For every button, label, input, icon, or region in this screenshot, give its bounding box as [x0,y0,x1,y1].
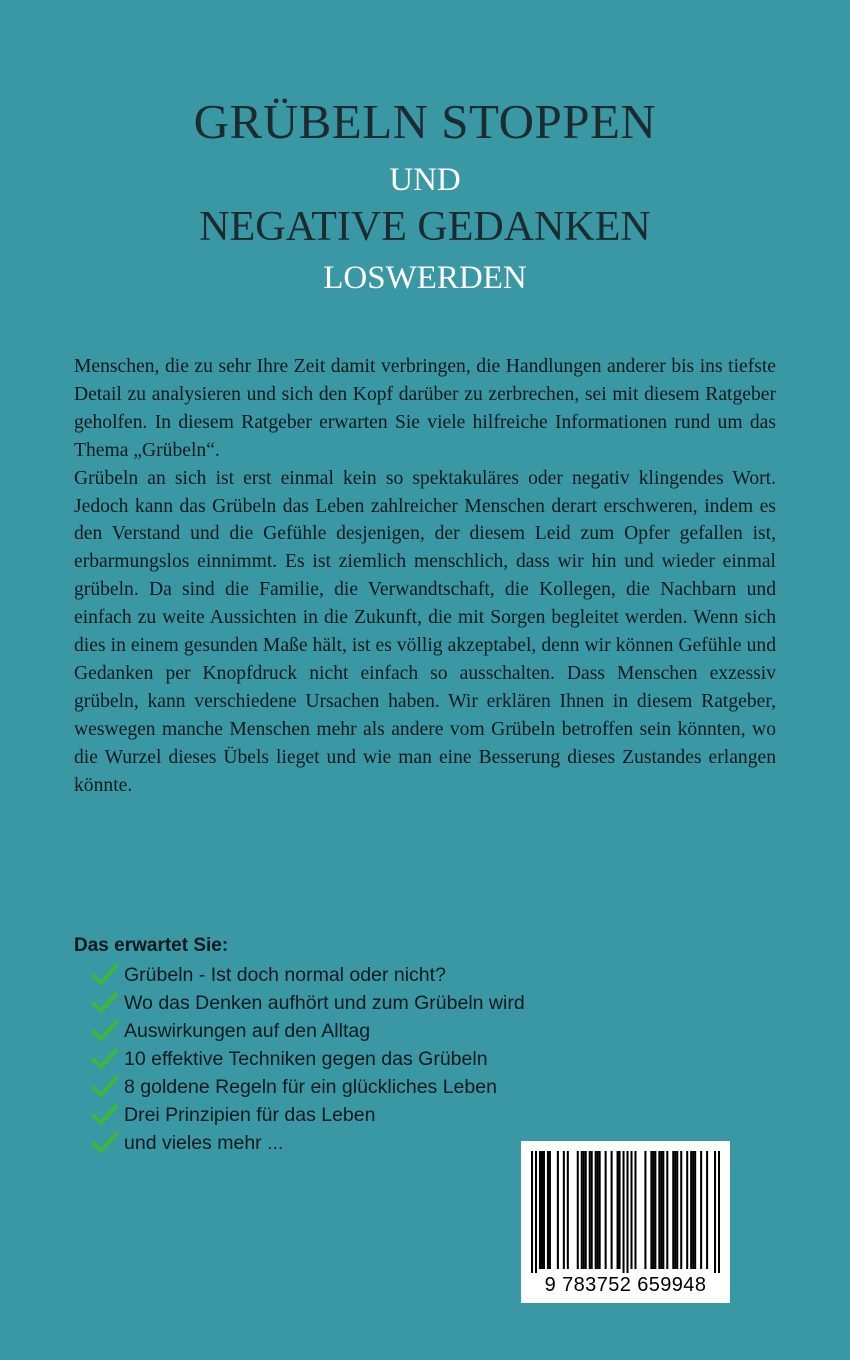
barcode-bar [652,1151,654,1269]
barcode-bar [599,1151,601,1269]
barcode-bar [539,1151,541,1269]
barcode-bar [676,1151,678,1269]
list-item: Grübeln - Ist doch normal oder nicht? [92,961,525,989]
barcode-bar [563,1151,565,1269]
barcode-bar [660,1151,662,1269]
barcode-bar [543,1151,545,1269]
barcode-bar [706,1151,708,1269]
barcode-bar [623,1151,625,1273]
barcode-bars [531,1151,720,1273]
list-item: Auswirkungen auf den Alltag [92,1017,525,1045]
list-item: 10 effektive Techniken gegen das Grübeln [92,1045,525,1073]
checkmark-icon [92,1076,118,1098]
barcode-bar [547,1151,549,1269]
barcode-bar [577,1151,579,1269]
barcode-bar [700,1151,702,1269]
barcode-bar [718,1151,720,1273]
barcode-bar [531,1151,533,1273]
barcode-bar [591,1151,593,1269]
barcode-bar [690,1151,692,1269]
barcode-bar [666,1151,668,1269]
barcode-bar [680,1151,682,1269]
barcode-bar [581,1151,583,1269]
title-line-2: UND [389,162,461,198]
checkmark-icon [92,1048,118,1070]
barcode-bar [557,1151,559,1269]
barcode-bar [630,1151,632,1269]
barcode-bar [605,1151,607,1269]
isbn-barcode [521,1141,730,1303]
barcode-bar [549,1151,551,1269]
barcode-bar [585,1151,587,1269]
barcode-bar [674,1151,676,1269]
barcode-bar [694,1151,696,1269]
barcode-bar [595,1151,597,1269]
list-item: Drei Prinzipien für das Leben [92,1101,525,1129]
title-line-3: NEGATIVE GEDANKEN [199,204,651,250]
barcode-bar [692,1151,694,1269]
checkmark-icon [92,1132,118,1154]
list-item: 8 goldene Regeln für ein glückliches Leben [92,1073,525,1101]
checkmark-icon [92,992,118,1014]
barcode-bar [597,1151,599,1269]
barcode-bar [634,1151,636,1269]
barcode-bar [714,1151,716,1273]
list-item: und vieles mehr ... [92,1129,525,1157]
features-heading: Das erwartet Sie: [74,935,229,956]
checkmark-icon [92,1020,118,1042]
isbn-digits: 9 783752 659948 [544,1274,707,1296]
barcode-bar [650,1151,652,1269]
title-line-1: GRÜBELN STOPPEN [193,94,657,149]
barcode-bar [583,1151,585,1269]
barcode-bar [686,1151,688,1269]
checkmark-icon [92,964,118,986]
barcode-bar [672,1151,674,1269]
barcode-bar [541,1151,543,1269]
barcode-bar [611,1151,613,1269]
barcode-bar [535,1151,537,1273]
barcode-bar [567,1151,569,1269]
title-line-4: LOSWERDEN [323,260,527,296]
barcode-bar [662,1151,664,1269]
blurb-text [74,353,776,800]
checkmark-icon [92,1104,118,1126]
features-list [92,961,525,1157]
barcode-bar [619,1151,621,1269]
blurb-paragraph-1: Menschen, die zu sehr Ihre Zeit damit verbringen, die Handlungen anderer bis ins tiefste Detail zu analysieren und sich den Kopf darüber zu zerbrechen, sei mit diesem Ratgeber geholfen. In diesem Ratgeber erwarten Sie viele hilfreiche Informationen rund um das Thema „Grübeln“. [74,356,776,461]
blurb-paragraph-2: Grübeln an sich ist erst einmal kein so spektakuläres oder negativ klingendes Wort. Jedoch kann das Grübeln das Leben zahlreicher Menschen derart erschweren, indem es den Verstand und die Gefühle desjenigen, der diesem Leid zum Opfer gefallen ist, erbarmungslos einnimmt. Es ist ziemlich menschlich, dass wir hin und wieder einmal grübeln. Da sind die Familie, die Verwandtschaft, die Kollegen, die Nachbarn und einfach zu weite Aussichten in die Zukunft, die mit Sorgen begleitet werden. Wenn sich dies in einem gesunden Maße hält, ist es völlig akzeptabel, denn wir können Gefühle und Gedanken per Knopfdruck nicht einfach so ausschalten. Dass Menschen exzessiv grübeln, kann verschiedene Ursachen haben. Wir erklären Ihnen in diesem Ratgeber, weswegen manche Menschen mehr als andere vom Grübeln betroffen sein könnten, wo die Wurzel dieses Übels lieget und wie man eine Besserung dieses Zustandes erlangen könnte. [74,467,776,796]
barcode-bar [617,1151,619,1269]
list-item: Wo das Denken aufhört und zum Grübeln wird [92,989,525,1017]
barcode-bar [654,1151,656,1269]
barcode-bar [658,1151,660,1269]
barcode-bar [626,1151,628,1273]
barcode-bar [589,1151,591,1269]
barcode-bar [644,1151,646,1269]
